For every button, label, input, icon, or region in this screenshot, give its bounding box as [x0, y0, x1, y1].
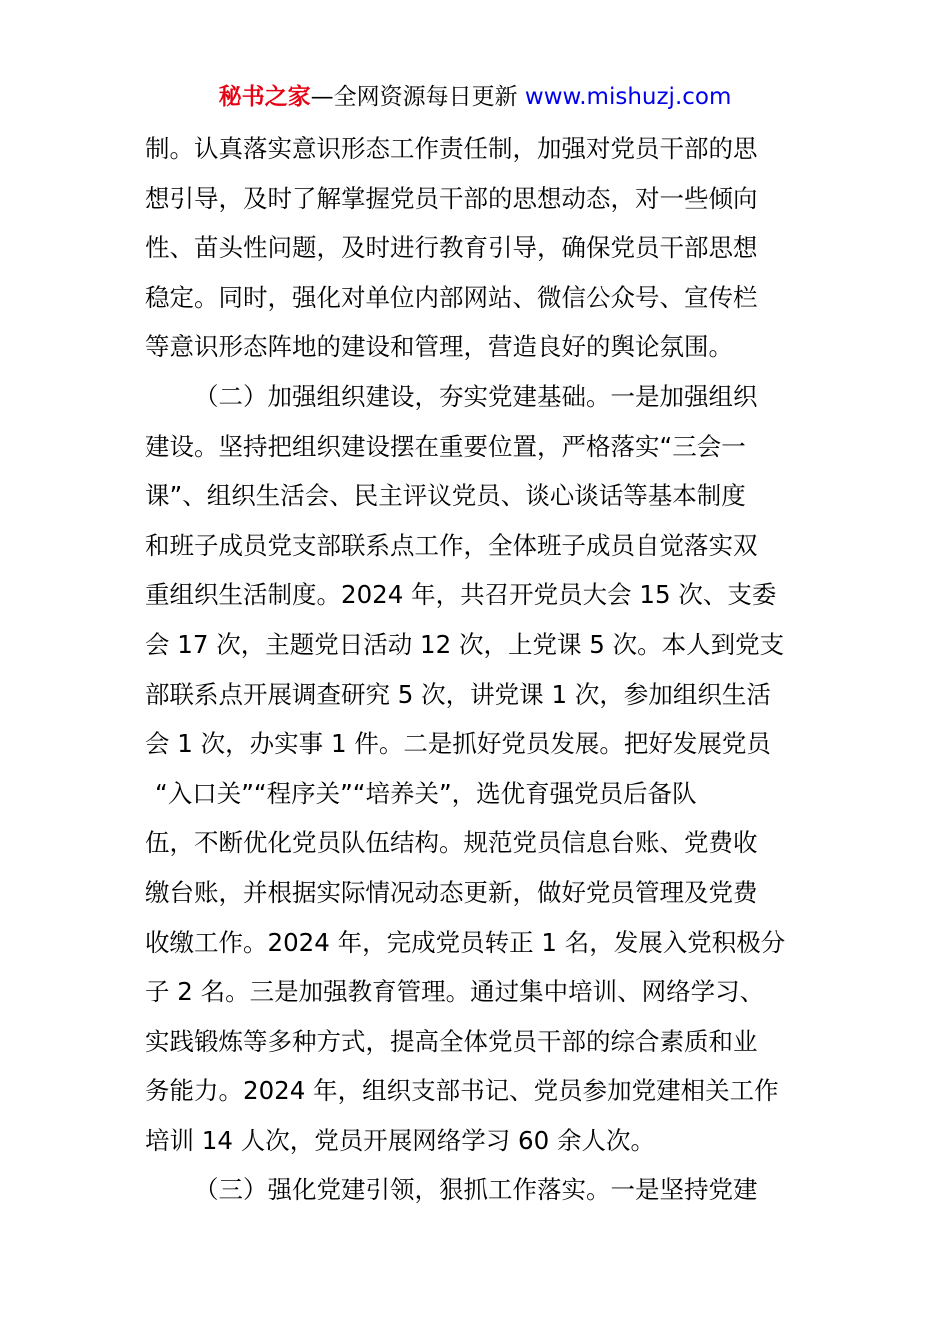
text-line: 重组织生活制度。2024 年，共召开党员大会 15 次、支委	[145, 580, 777, 610]
section-heading-line: （二）加强组织建设，夯实党建基础。一是加强组织	[194, 381, 758, 411]
text-line: 子 2 名。三是加强教育管理。通过集中培训、网络学习、	[145, 977, 765, 1007]
text-line: 建设。坚持把组织建设摆在重要位置，严格落实“三会一	[145, 431, 746, 461]
text-line: 和班子成员党支部联系点工作，全体班子成员自觉落实双	[145, 530, 758, 560]
text-line: 收缴工作。2024 年，完成党员转正 1 名，发展入党积极分	[145, 927, 786, 957]
text-line: 稳定。同时，强化对单位内部网站、微信公众号、宣传栏	[145, 282, 758, 312]
text-line: “入口关”“程序关”“培养关”，选优育强党员后备队	[155, 778, 697, 808]
text-line: 等意识形态阵地的建设和管理，营造良好的舆论氛围。	[145, 332, 733, 362]
site-brand: 秘书之家	[218, 84, 311, 110]
text-line: 伍，不断优化党员队伍结构。规范党员信息台账、党费收	[145, 828, 758, 858]
text-line: 部联系点开展调查研究 5 次，讲党课 1 次，参加组织生活	[145, 679, 771, 709]
document-body	[145, 124, 810, 1215]
site-url-link[interactable]: www.mishuzj.com	[524, 84, 732, 110]
text-line: 性、苗头性问题，及时进行教育引导，确保党员干部思想	[145, 233, 758, 263]
text-line: 制。认真落实意识形态工作责任制，加强对党员干部的思	[145, 134, 758, 163]
text-line: 想引导，及时了解掌握党员干部的思想动态，对一些倾向	[145, 183, 758, 213]
text-line: 课”、组织生活会、民主评议党员、谈心谈话等基本制度	[145, 481, 746, 511]
text-line: 实践锻炼等多种方式，提高全体党员干部的综合素质和业	[145, 1026, 758, 1056]
text-line: 会 17 次，主题党日活动 12 次，上党课 5 次。本人到党支	[145, 629, 785, 659]
site-header	[0, 80, 950, 114]
text-line: 会 1 次，办实事 1 件。二是抓好党员发展。把好发展党员	[145, 729, 771, 759]
section-heading-line: （三）强化党建引领，狠抓工作落实。一是坚持党建	[194, 1175, 758, 1205]
text-line: 务能力。2024 年，组织支部书记、党员参加党建相关工作	[145, 1076, 779, 1106]
site-tagline: —全网资源每日更新	[310, 84, 525, 110]
text-line: 培训 14 人次，党员开展网络学习 60 余人次。	[145, 1125, 656, 1155]
text-line: 缴台账，并根据实际情况动态更新，做好党员管理及党费	[145, 877, 758, 907]
